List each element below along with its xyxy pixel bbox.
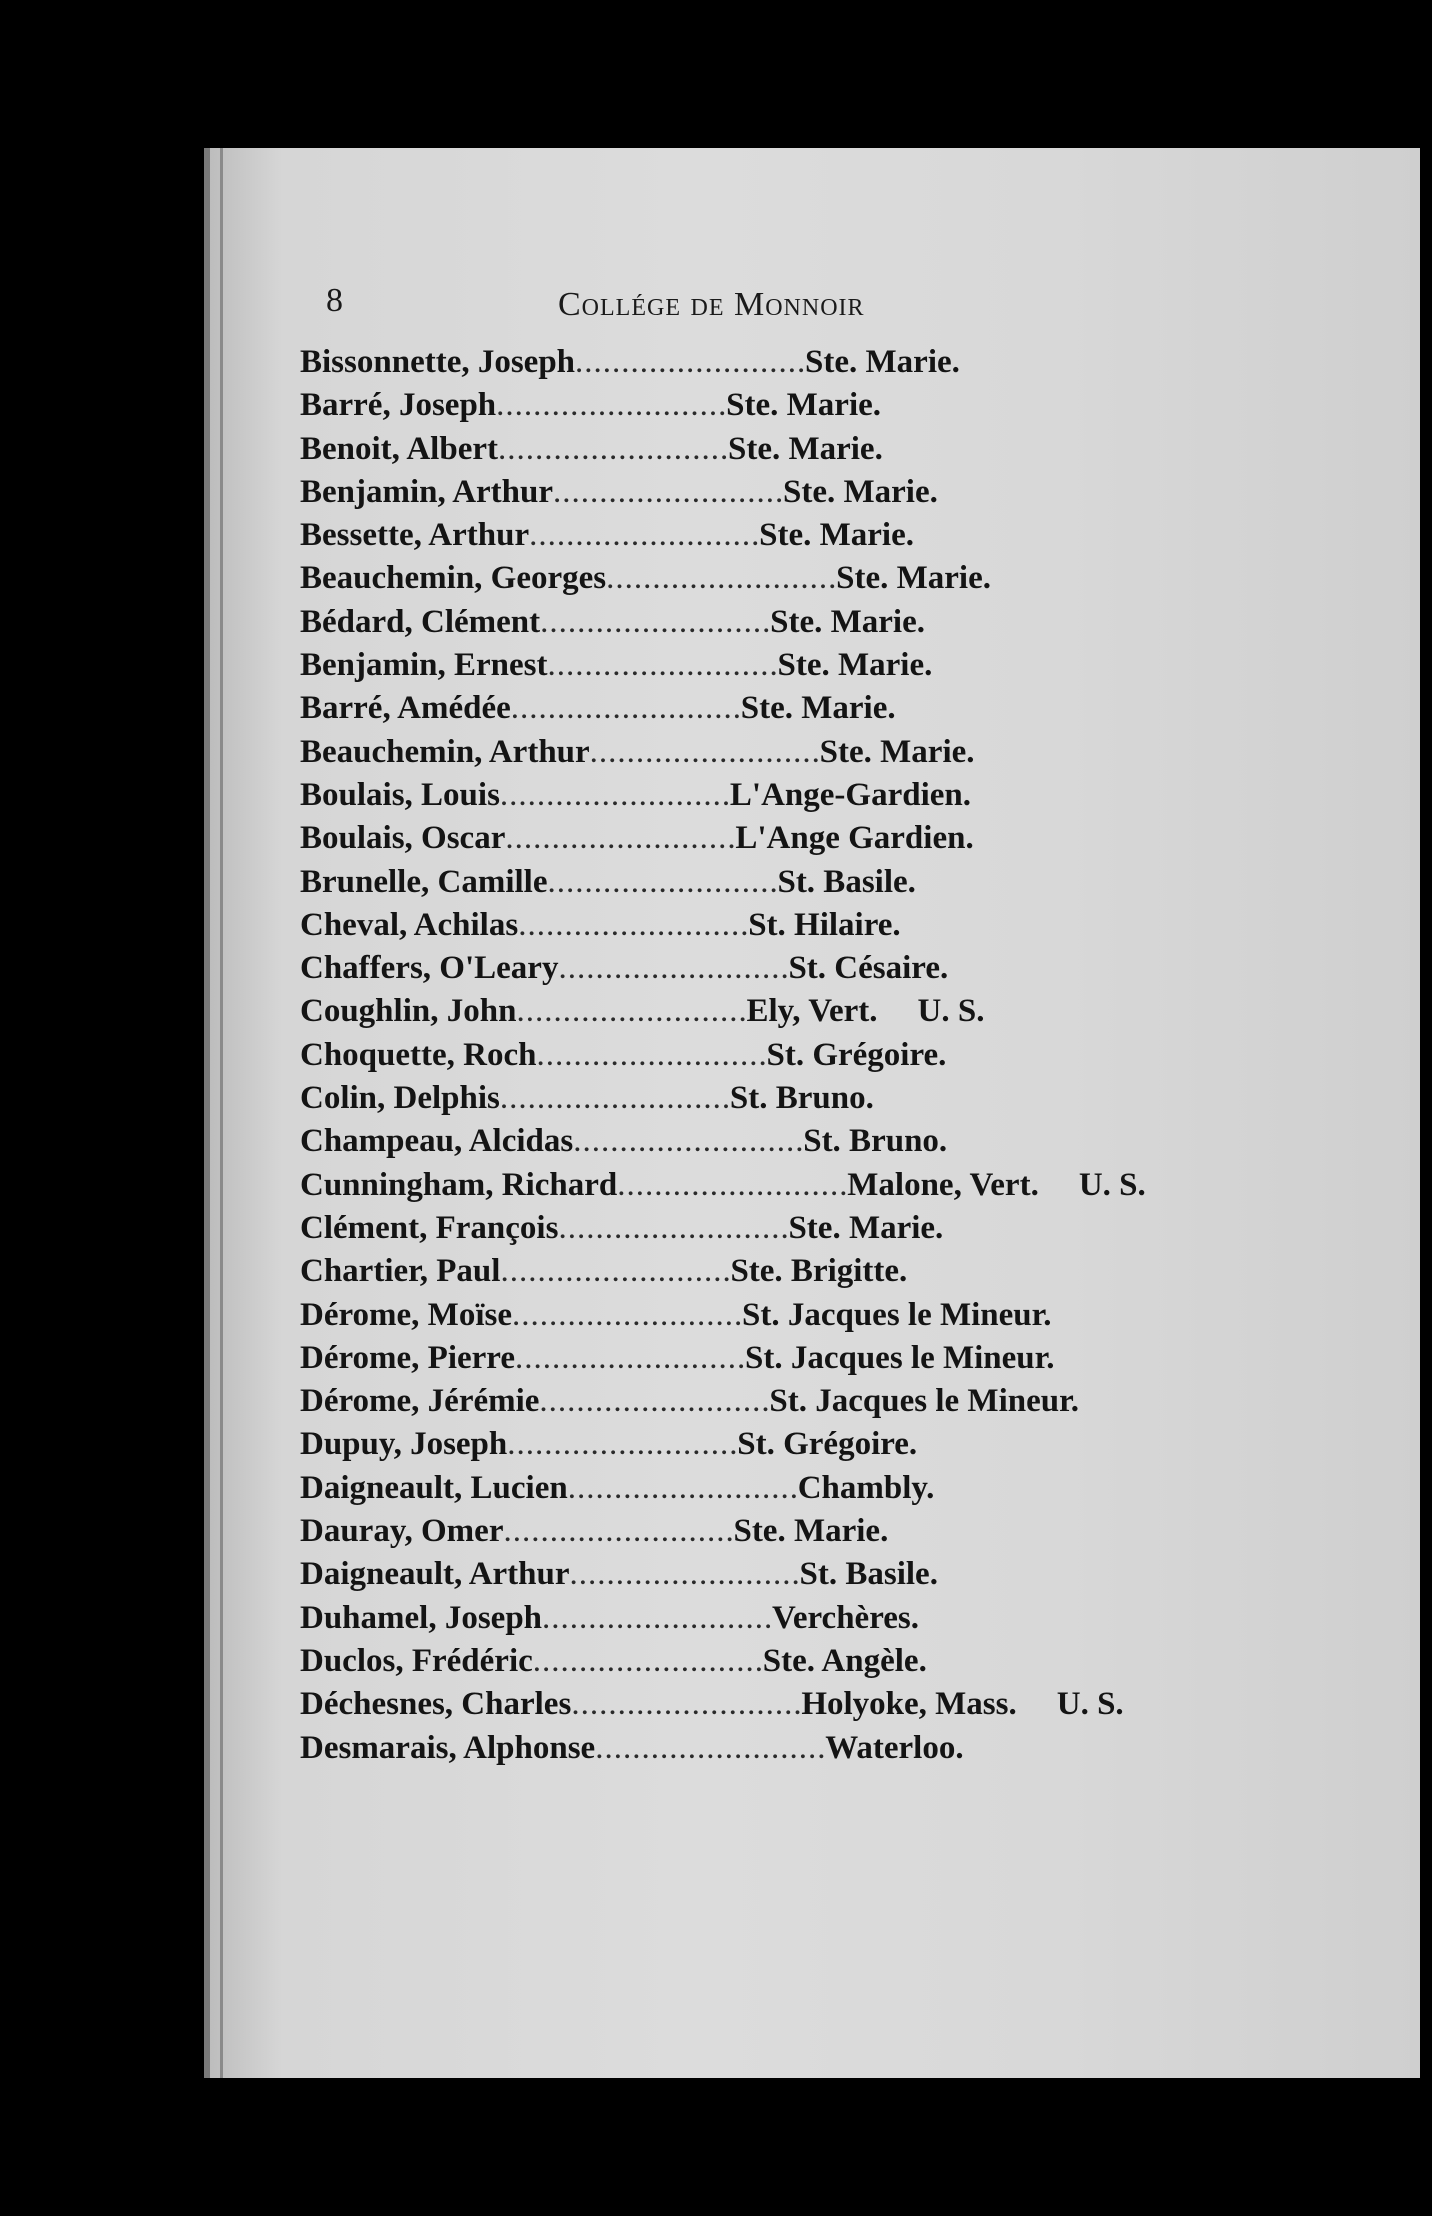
student-name: Choquette, Roch xyxy=(300,1036,537,1073)
student-name: Benoit, Albert xyxy=(300,430,498,467)
dot-leader xyxy=(533,1643,763,1680)
list-item xyxy=(300,560,1200,603)
dot-leader xyxy=(606,560,836,597)
dot-leader xyxy=(507,1426,737,1463)
dot-leader xyxy=(575,344,805,381)
dot-leader xyxy=(505,820,735,857)
list-item xyxy=(300,1210,1200,1253)
dot-leader xyxy=(542,1600,772,1637)
student-place: Ste. Marie. xyxy=(788,1209,944,1246)
student-name: Bissonnette, Joseph xyxy=(300,344,576,380)
student-place: Ste. Angèle. xyxy=(762,1642,927,1679)
dot-leader xyxy=(558,1210,788,1247)
dot-leader xyxy=(500,1253,730,1290)
student-place: Ste. Marie. xyxy=(777,647,933,684)
student-place: St. Jacques le Mineur. xyxy=(741,1296,1052,1333)
list-item xyxy=(300,604,1200,647)
list-item xyxy=(300,1123,1200,1166)
list-item xyxy=(300,734,1200,777)
student-name: Desmarais, Alphonse xyxy=(300,1729,596,1766)
dot-leader xyxy=(553,474,783,511)
student-name: Bessette, Arthur xyxy=(300,517,530,554)
student-name: Bédard, Clément xyxy=(300,603,541,640)
list-item xyxy=(300,1686,1200,1729)
student-note: U. S. xyxy=(917,993,985,1030)
list-item xyxy=(300,517,1200,560)
student-name: Boulais, Louis xyxy=(300,776,500,813)
dot-leader xyxy=(496,387,726,424)
student-place: St. Jacques le Mineur. xyxy=(769,1383,1079,1420)
student-name: Clément, François xyxy=(300,1209,559,1246)
dot-leader xyxy=(595,1730,825,1767)
student-name: Champeau, Alcidas xyxy=(300,1123,574,1160)
list-item xyxy=(300,1470,1200,1513)
student-place: St. Jacques le Mineur. xyxy=(744,1339,1055,1376)
list-item xyxy=(300,1513,1200,1556)
list-item xyxy=(300,993,1200,1036)
page-header xyxy=(326,282,966,332)
dot-leader xyxy=(500,1080,730,1117)
dot-leader xyxy=(539,1383,769,1420)
student-name: Daigneault, Lucien xyxy=(300,1469,568,1506)
dot-leader xyxy=(590,734,820,771)
dot-leader xyxy=(558,950,788,987)
student-place: Ste. Marie. xyxy=(759,517,914,554)
student-name: Chartier, Paul xyxy=(300,1253,501,1290)
list-item xyxy=(300,1253,1200,1296)
dot-leader xyxy=(568,1470,798,1507)
dot-leader xyxy=(617,1167,847,1204)
student-name: Benjamin, Ernest xyxy=(300,647,548,684)
list-item xyxy=(300,1383,1200,1426)
student-place: St. Bruno. xyxy=(729,1080,874,1117)
student-place: St. Césaire. xyxy=(788,950,949,987)
student-name: Dupuy, Joseph xyxy=(300,1426,508,1463)
student-place: St. Basile. xyxy=(799,1556,938,1593)
dot-leader xyxy=(570,1556,800,1593)
dot-leader xyxy=(540,604,770,641)
list-item xyxy=(300,690,1200,733)
student-place: Holyoke, Mass. xyxy=(801,1686,1017,1723)
student-name: Daigneault, Arthur xyxy=(300,1556,570,1593)
student-place: Malone, Vert. xyxy=(847,1166,1039,1203)
dot-leader xyxy=(516,993,746,1030)
list-item xyxy=(300,1730,1200,1773)
dot-leader xyxy=(571,1686,801,1723)
student-name: Coughlin, John xyxy=(300,993,517,1030)
dot-leader xyxy=(498,431,728,468)
dot-leader xyxy=(515,1340,745,1377)
list-item xyxy=(300,864,1200,907)
student-name: Colin, Delphis xyxy=(300,1080,500,1117)
dot-leader xyxy=(512,1297,742,1334)
list-item xyxy=(300,1426,1200,1469)
student-name: Dérome, Pierre xyxy=(300,1339,515,1376)
student-name: Chaffers, O'Leary xyxy=(300,950,559,987)
list-item xyxy=(300,474,1200,517)
dot-leader xyxy=(500,777,730,814)
student-place: Ste. Brigitte. xyxy=(730,1253,908,1290)
student-place: Ste. Marie. xyxy=(740,690,896,727)
list-item xyxy=(300,1340,1200,1383)
student-place: L'Ange-Gardien. xyxy=(729,776,972,813)
list-item xyxy=(300,820,1200,863)
student-place: Ste. Marie. xyxy=(836,560,991,597)
page-number: 8 xyxy=(326,282,343,319)
list-item xyxy=(300,950,1200,993)
student-place: St. Basile. xyxy=(777,863,916,900)
student-place: Ste. Marie. xyxy=(733,1513,889,1550)
student-name: Déchesnes, Charles xyxy=(300,1686,572,1723)
student-place: Ste. Marie. xyxy=(805,344,960,380)
student-place: St. Grégoire. xyxy=(766,1036,947,1073)
student-name: Benjamin, Arthur xyxy=(300,473,554,510)
student-note: U. S. xyxy=(1078,1166,1146,1203)
student-name: Barré, Joseph xyxy=(300,387,497,424)
list-item xyxy=(300,1600,1200,1643)
student-name: Dérome, Moïse xyxy=(300,1296,512,1333)
student-place: Chambly. xyxy=(797,1469,935,1506)
student-name: Boulais, Oscar xyxy=(300,820,506,857)
student-place: St. Bruno. xyxy=(803,1123,948,1160)
dot-leader xyxy=(537,1037,767,1074)
student-name: Brunelle, Camille xyxy=(300,863,548,900)
dot-leader xyxy=(547,864,777,901)
student-name: Cunningham, Richard xyxy=(300,1166,618,1203)
list-item xyxy=(300,1556,1200,1599)
dot-leader xyxy=(503,1513,733,1550)
student-name: Dauray, Omer xyxy=(300,1513,504,1550)
student-note: U. S. xyxy=(1056,1686,1124,1723)
student-place: Ste. Marie. xyxy=(783,473,938,510)
list-item xyxy=(300,431,1200,474)
dot-leader xyxy=(529,517,759,554)
student-place: St. Hilaire. xyxy=(748,906,901,943)
student-place: Ste. Marie. xyxy=(727,430,883,467)
student-name: Duhamel, Joseph xyxy=(300,1599,543,1636)
running-title: Collége de Monnoir xyxy=(558,286,865,323)
list-item xyxy=(300,387,1200,430)
student-place: St. Grégoire. xyxy=(737,1426,918,1463)
student-place: Ste. Marie. xyxy=(770,603,925,640)
dot-leader xyxy=(548,647,778,684)
student-place: Ely, Vert. xyxy=(746,993,878,1030)
dot-leader xyxy=(518,907,748,944)
list-item xyxy=(300,647,1200,690)
student-name: Beauchemin, Arthur xyxy=(300,733,590,770)
student-name: Cheval, Achilas xyxy=(300,906,519,943)
student-name: Beauchemin, Georges xyxy=(300,560,607,597)
student-place: Ste. Marie. xyxy=(726,387,882,424)
student-name: Dérome, Jérémie xyxy=(300,1383,540,1420)
dot-leader xyxy=(573,1123,803,1160)
student-place: Waterloo. xyxy=(825,1729,964,1766)
student-place: Verchères. xyxy=(772,1599,919,1636)
dot-leader xyxy=(511,690,741,727)
student-name: Duclos, Frédéric xyxy=(300,1642,533,1679)
list-item xyxy=(300,1037,1200,1080)
list-item xyxy=(300,777,1200,820)
list-item xyxy=(300,907,1200,950)
list-item xyxy=(300,344,1200,387)
student-list xyxy=(300,344,1200,1773)
student-place: L'Ange Gardien. xyxy=(735,820,974,857)
list-item xyxy=(300,1297,1200,1340)
student-place: Ste. Marie. xyxy=(819,733,975,770)
list-item xyxy=(300,1167,1200,1210)
list-item xyxy=(300,1643,1200,1686)
list-item xyxy=(300,1080,1200,1123)
student-name: Barré, Amédée xyxy=(300,690,511,727)
